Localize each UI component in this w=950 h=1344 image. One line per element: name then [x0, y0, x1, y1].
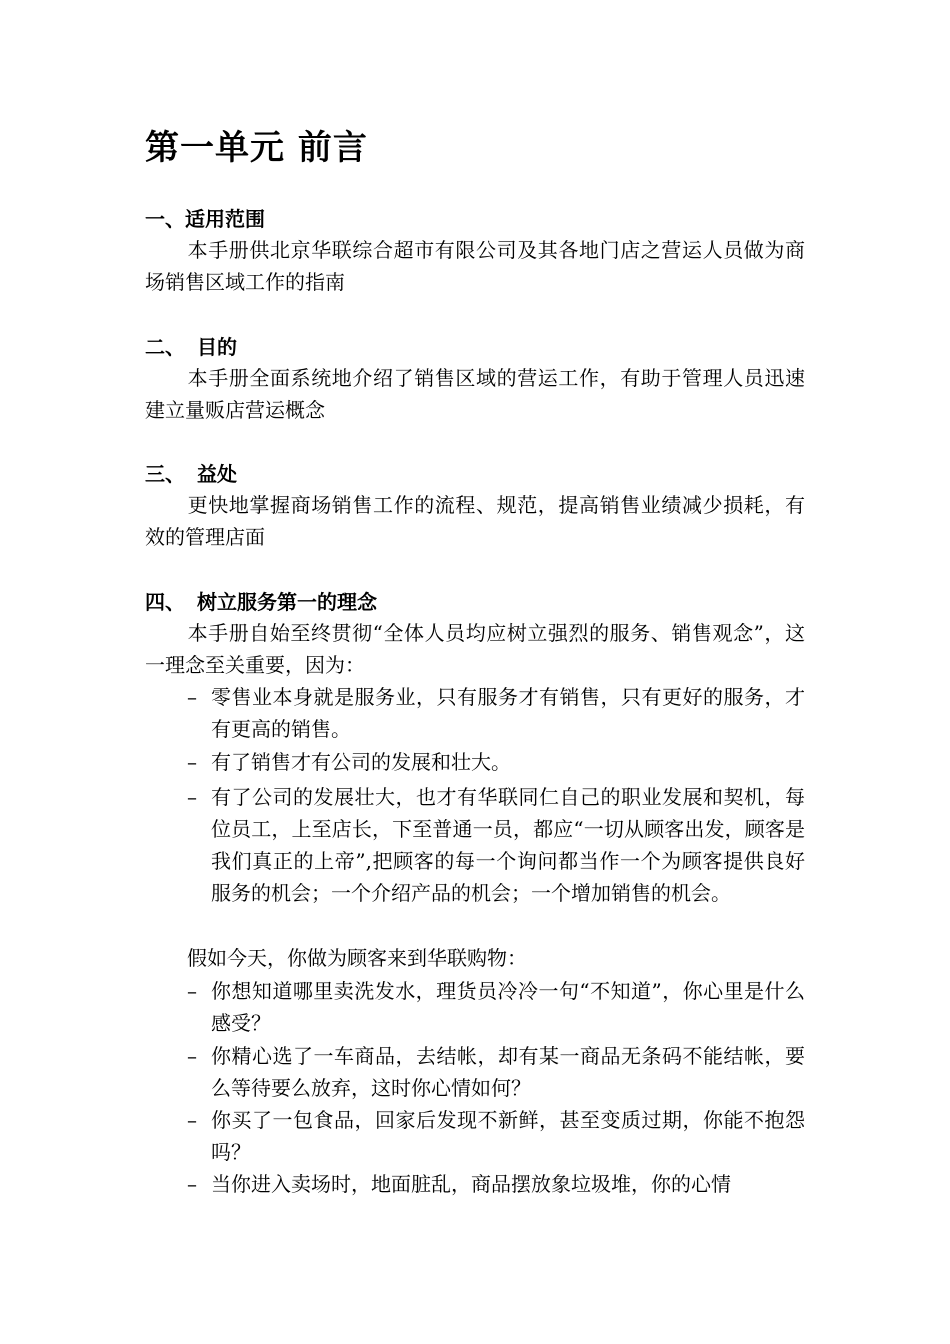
section-number: 二、: [145, 335, 185, 359]
section-title: 益处: [197, 462, 237, 486]
dash-bullet: –: [187, 785, 197, 809]
list-item: – 你买了一包食品，回家后发现不新鲜，甚至变质过期，你能不抱怨吗？: [187, 1104, 805, 1168]
section-heading-purpose: [145, 333, 237, 361]
section-heading-benefits: [145, 460, 237, 488]
section-paragraph-benefits: 更快地掌握商场销售工作的流程、规范，提高销售业绩减少损耗，有效的管理店面: [145, 493, 805, 549]
list-item: – 有了公司的发展壮大，也才有华联同仁自己的职业发展和契机，每位员工，上至店长，下至普通一员，都应“一切从顾客出发，顾客是我们真正的上帝”,把顾客的每一个询问都当作一个为顾客提供良好服务的机会；一个介绍产品的机会；一个增加销售的机会。: [187, 781, 805, 909]
dash-bullet: –: [187, 1108, 197, 1132]
section-heading-service-first: [145, 588, 377, 616]
list-item: – 零售业本身就是服务业，只有服务才有销售，只有更好的服务，才有更高的销售。: [187, 681, 805, 745]
dash-bullet: –: [187, 1044, 197, 1068]
dash-bullet: –: [187, 750, 197, 774]
section-paragraph-purpose: 本手册全面系统地介绍了销售区域的营运工作，有助于管理人员迅速建立量贩店营运概念: [145, 366, 805, 422]
section-title: 适用范围: [185, 207, 265, 231]
list-item: – 有了销售才有公司的发展和壮大。: [187, 746, 805, 778]
section-title: 目的: [197, 335, 237, 359]
section-paragraph-service-first: 本手册自始至终贯彻“全体人员均应树立强烈的服务、销售观念”，这一理念至关重要，因为：: [145, 621, 805, 677]
section-paragraph-scope: 本手册供北京华联综合超市有限公司及其各地门店之营运人员做为商场销售区域工作的指南: [145, 238, 805, 294]
dash-bullet: –: [187, 979, 197, 1003]
section-number: 一、: [145, 207, 185, 231]
scenario-intro: 假如今天，你做为顾客来到华联购物：: [187, 946, 527, 970]
page-title: 第一单元 前言: [145, 128, 368, 168]
dash-bullet: –: [187, 685, 197, 709]
section-number: 四、: [145, 590, 185, 614]
list-item: – 你想知道哪里卖洗发水，理货员冷冷一句“不知道”，你心里是什么感受？: [187, 975, 805, 1039]
section-heading-scope: [145, 205, 265, 233]
section-number: 三、: [145, 462, 185, 486]
section-title: 树立服务第一的理念: [197, 590, 377, 614]
list-item: – 当你进入卖场时，地面脏乱，商品摆放象垃圾堆，你的心情: [187, 1168, 805, 1200]
list-item: – 你精心选了一车商品，去结帐，却有某一商品无条码不能结帐，要么等待要么放弃，这时你心情如何？: [187, 1040, 805, 1104]
dash-bullet: –: [187, 1172, 197, 1196]
